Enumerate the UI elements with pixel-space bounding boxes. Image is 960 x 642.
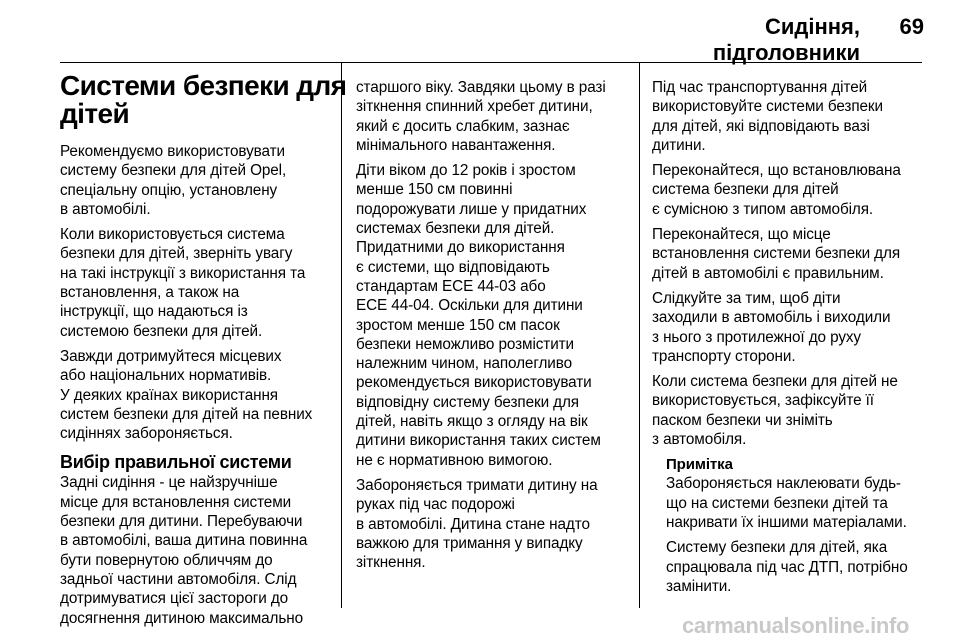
paragraph: Коли система безпеки для дітей не використовується, зафіксуйте її паском безпеки чи зніміть з автомобіля. <box>652 373 898 449</box>
column-3 <box>652 78 924 596</box>
paragraph: Рекомендуємо використовувати систему безпеки для дітей Opel, спеціальну опцію, установлену в автомобілі. <box>60 143 287 218</box>
paragraph: Переконайтеся, що встановлювана система безпеки для дітей є сумісною з типом автомобіля. <box>652 162 901 218</box>
column-divider-1 <box>341 62 342 608</box>
column-divider-2 <box>639 62 640 608</box>
header-rule <box>60 62 922 63</box>
paragraph: старшого віку. Завдяки цьому в разі зіткнення спинний хребет дитини, який є досить слабким, зазнає мінімального навантаження. <box>356 79 606 154</box>
column-1 <box>60 70 347 628</box>
note-heading: Примітка <box>666 456 733 474</box>
note-paragraph: Систему безпеки для дітей, яка спрацювала під час ДТП, потрібно замінити. <box>666 539 908 595</box>
paragraph: Завжди дотримуйтеся місцевих або національних нормативів. У деяких країнах використання систем безпеки для дітей на певних сидіннях забороняється. <box>60 347 313 443</box>
watermark: carmanualsonline.info <box>682 613 910 638</box>
paragraph: Під час транспортування дітей використовуйте системи безпеки для дітей, які відповідають вазі дитини. <box>652 79 883 154</box>
column-2 <box>356 78 628 578</box>
subheading: Вибір правильної системи <box>60 452 292 473</box>
note-paragraph: Забороняється наклеювати будь- що на системи безпеки дітей та накривати їх іншими матеріалами. <box>666 475 907 531</box>
paragraph: Задні сидіння - це найзручніше місце для встановлення системи безпеки для дитини. Перебуваючи в автомобілі, ваша дитина повинна бути повернутою обличчям до задньої частини автомобіля. Слід дотримуватися цієї застороги до досягнення дитиною максимально <box>60 474 308 627</box>
section-title: Сидіння, підголовники <box>712 14 860 65</box>
paragraph: Діти віком до 12 років і зростом менше 150 см повинні подорожувати лише у придатних системах безпеки для дітей. Придатними до використання є системи, що відповідають стандартам ECE 44-03 або ECE 44-04. Оскільки для дитини зростом менше 150 см пасок безпеки неможливо розмістити належним чином, наполегливо рекомендується використовувати відповідну систему безпеки для дітей, навіть якщо з огляду на вік дитини використання таких систем не є нормативною вимогою. <box>356 162 601 469</box>
paragraph: Коли використовується система безпеки для дітей, зверніть увагу на такі інструкції з використання та встановлення, а також на інструкції, що надаються із системою безпеки для дітей. <box>60 226 306 340</box>
paragraph: Забороняється тримати дитину на руках під час подорожі в автомобілі. Дитина стане надто важкою для тримання у випадку зіткнення. <box>356 476 598 572</box>
paragraph: Переконайтеся, що місце встановлення системи безпеки для дітей в автомобілі є правильним. <box>652 226 901 282</box>
section-heading: Системи безпеки для дітей <box>60 70 347 129</box>
note-box <box>652 455 924 596</box>
page-number: 69 <box>899 14 924 39</box>
paragraph: Слідкуйте за тим, щоб діти заходили в автомобіль і виходили з нього з протилежної до руху транспорту сторони. <box>652 289 891 365</box>
